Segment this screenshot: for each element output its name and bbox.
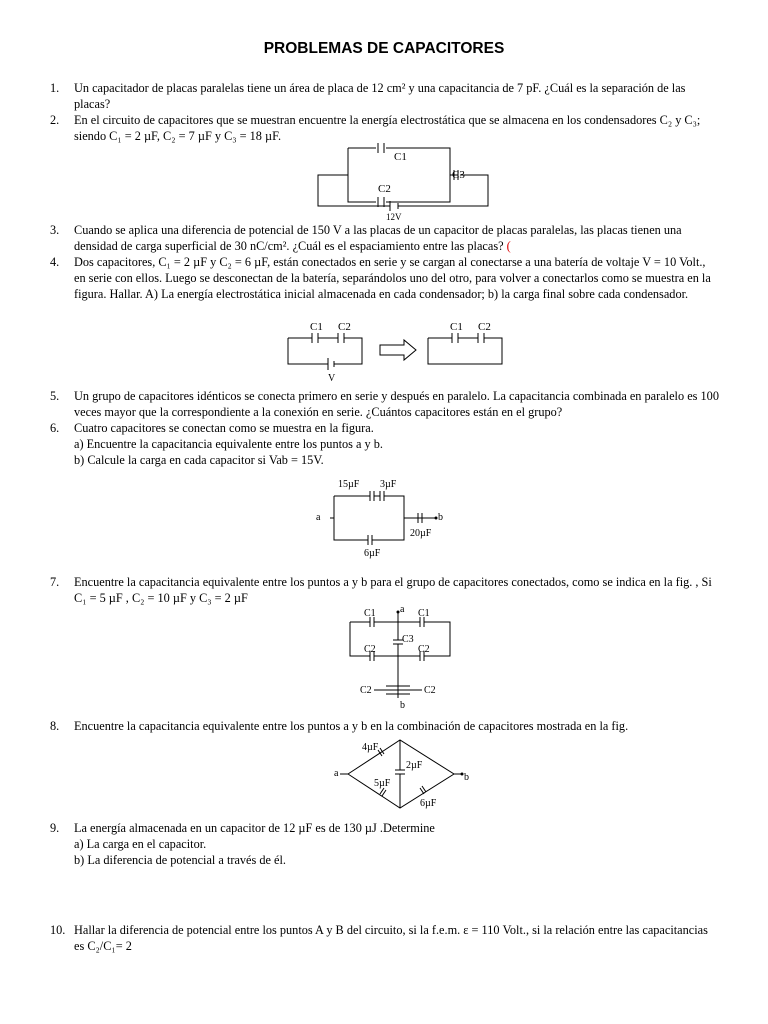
battery-label: 12V bbox=[386, 212, 402, 222]
cap-label-4uf: 4µF bbox=[362, 742, 379, 753]
problem-part-b: b) Calcule la carga en cada capacitor si Vab = 15V. bbox=[74, 453, 324, 467]
battery-label: V bbox=[328, 373, 336, 384]
problem-3 bbox=[50, 222, 720, 254]
problem-number: 9. bbox=[50, 821, 60, 835]
problem-number: 6. bbox=[50, 421, 60, 435]
problem-9 bbox=[50, 820, 720, 868]
problem-number: 7. bbox=[50, 575, 60, 589]
problem-number: 5. bbox=[50, 389, 60, 403]
cap-label-c2: C2 bbox=[378, 183, 391, 195]
problem-number: 1. bbox=[50, 81, 60, 95]
cap-label-c3: C3 bbox=[402, 634, 414, 645]
problem-text: Cuando se aplica una diferencia de potencial de 150 V a las placas de un capacitor de placas paralelas, las placas tienen una densidad de carga superficial de 30 nC/cm². ¿Cuál es el espaciamiento entre las placas? bbox=[74, 223, 682, 253]
cap-label-c1: C1 bbox=[394, 151, 407, 163]
problem-1 bbox=[50, 80, 720, 112]
figure-circuit-8 bbox=[332, 736, 472, 814]
problem-text: Cuatro capacitores se conectan como se muestra en la figura. bbox=[74, 421, 374, 435]
page-title: PROBLEMAS DE CAPACITORES bbox=[263, 40, 505, 57]
problem-number: 2. bbox=[50, 113, 60, 127]
cap-label-c2-bottom-right: C2 bbox=[424, 685, 436, 696]
problem-text: Hallar la diferencia de potencial entre los puntos A y B del circuito, si la f.e.m. ε = 110 Volt., si la relación entre las capacitancias es C₂/C₁= 2 bbox=[74, 923, 708, 953]
cap-label-20uf: 20µF bbox=[410, 528, 432, 539]
problem-text: Dos capacitores, C₁ = 2 µF y C₂ = 6 µF, están conectados en serie y se cargan al conectarse a una batería de voltaje V = 10 Volt., en serie con ellos. Luego se desconectan de la batería, separándolos uno del otro, para volver a conectarlos como se muestra en la figura. Hallar. A) La energía electrostática inicial almacenada en cada condensador; b) la carga final sobre cada condensador. bbox=[74, 255, 711, 301]
terminal-a: a bbox=[334, 768, 339, 779]
terminal-a: a bbox=[400, 604, 405, 615]
terminal-b: b bbox=[438, 512, 443, 523]
cap-label-6uf: 6µF bbox=[364, 548, 381, 559]
problem-text: En el circuito de capacitores que se muestran encuentre la energía electrostática que se almacena en los condensadores C₂ y C₃; siendo C₁ = 2 µF, C₂ = 7 µF y C₃ = 18 µF. bbox=[74, 113, 701, 143]
figure-circuit-6 bbox=[310, 474, 460, 560]
problem-text: Un grupo de capacitores idénticos se conecta primero en serie y después en paralelo. La capacitancia combinada en paralelo es 100 veces mayor que la correspondiente a la conexión en serie. ¿Cuántos capacitores están en el grupo? bbox=[74, 389, 719, 419]
cap-label-c1: C1 bbox=[310, 321, 323, 333]
cap-label-c1-left: C1 bbox=[364, 608, 376, 619]
terminal-b: b bbox=[400, 700, 405, 710]
problem-part-b: b) La diferencia de potencial a través de él. bbox=[74, 853, 287, 867]
cap-label-15uf: 15µF bbox=[338, 479, 360, 490]
problem-text: Un capacitador de placas paralelas tiene un área de placa de 12 cm² y una capacitancia de 7 pF. ¿Cuál es la separación de las placas? bbox=[74, 81, 686, 111]
figure-circuit-7 bbox=[340, 604, 460, 710]
cap-label-c2-right: C2 bbox=[418, 644, 430, 655]
cap-label-c2: C2 bbox=[338, 321, 351, 333]
cap-label-5uf: 5µF bbox=[374, 778, 391, 789]
problem-part-a: a) Encuentre la capacitancia equivalente entre los puntos a y b. bbox=[74, 437, 383, 451]
figure-circuit-4 bbox=[282, 318, 522, 384]
terminal-a: a bbox=[316, 512, 321, 523]
problem-number: 10. bbox=[50, 923, 66, 937]
problem-number: 4. bbox=[50, 255, 60, 269]
problem-text: Encuentre la capacitancia equivalente entre los puntos a y b en la combinación de capacitores mostrada en la fig. bbox=[74, 719, 629, 733]
figure-circuit-2 bbox=[310, 140, 510, 222]
stray-parenthesis: ( bbox=[503, 239, 511, 253]
cap-label-3uf: 3µF bbox=[380, 479, 397, 490]
cap-label-2uf: 2µF bbox=[406, 760, 423, 771]
problem-text: La energía almacenada en un capacitor de 12 µF es de 130 µJ .Determine bbox=[74, 821, 435, 835]
problem-number: 3. bbox=[50, 223, 60, 237]
problem-number: 8. bbox=[50, 719, 60, 733]
cap-label-6uf: 6µF bbox=[420, 798, 437, 809]
cap-label-c2-bottom-left: C2 bbox=[360, 685, 372, 696]
cap-label-c3: C3 bbox=[452, 169, 465, 181]
terminal-b: b bbox=[464, 772, 469, 783]
problem-10 bbox=[50, 922, 720, 954]
problem-6 bbox=[50, 420, 720, 468]
problem-4 bbox=[50, 254, 720, 302]
problem-8 bbox=[50, 718, 720, 734]
problem-text: Encuentre la capacitancia equivalente entre los puntos a y b para el grupo de capacitores conectados, como se indica en la fig. , Si C₁ = 5 µF , C₂ = 10 µF y C₃ = 2 µF bbox=[74, 575, 712, 605]
cap-label-c1-right: C1 bbox=[418, 608, 430, 619]
problem-5 bbox=[50, 388, 720, 420]
cap-label-c2-right: C2 bbox=[478, 321, 491, 333]
problem-part-a: a) La carga en el capacitor. bbox=[74, 837, 207, 851]
cap-label-c2-left: C2 bbox=[364, 644, 376, 655]
cap-label-c1-right: C1 bbox=[450, 321, 463, 333]
problem-7 bbox=[50, 574, 720, 606]
